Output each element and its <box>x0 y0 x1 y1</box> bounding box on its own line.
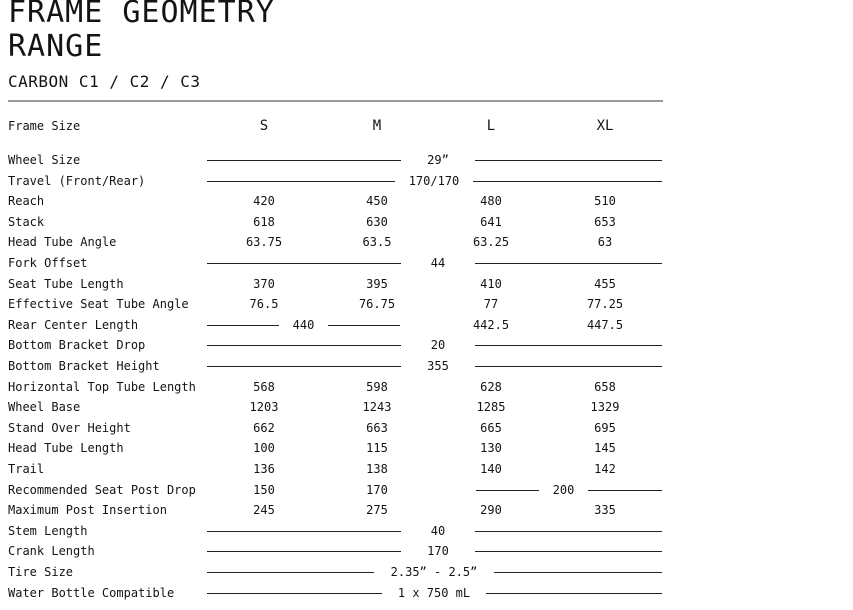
bottom-bracket-height-label: Bottom Bracket Height <box>8 359 160 373</box>
stack-s-value: 618 <box>253 214 275 229</box>
horizontal-top-tube-length-row <box>0 377 853 397</box>
crank-length-all-sizes-span <box>207 541 662 561</box>
horizontal-top-tube-length-xl-value: 658 <box>594 379 616 394</box>
bottom-bracket-height-all-sizes-line-left <box>207 366 401 367</box>
water-bottle-compatible-all-sizes-line-left <box>207 593 382 594</box>
effective-seat-tube-angle-xl-value: 77.25 <box>586 297 624 312</box>
stack-row <box>0 212 853 232</box>
effective-seat-tube-angle-l-value: 77 <box>483 297 499 312</box>
effective-seat-tube-angle-m-value: 76.75 <box>358 297 396 312</box>
page-title-line-2: RANGE <box>8 29 104 64</box>
size-m-header: M <box>372 118 382 134</box>
rear-center-length-label: Rear Center Length <box>8 317 139 332</box>
stem-length-all-sizes-line-left <box>207 531 401 532</box>
water-bottle-compatible-all-sizes-span <box>207 583 662 603</box>
water-bottle-compatible-all-sizes-value: 1 x 750 mL <box>382 583 486 603</box>
rear-center-length-l-value: 442.5 <box>472 317 510 332</box>
fork-offset-all-sizes-line-left <box>207 263 401 264</box>
reach-l-value: 480 <box>480 194 502 209</box>
fork-offset-row <box>0 253 853 273</box>
trail-xl-value: 142 <box>594 462 616 476</box>
maximum-post-insertion-m-value: 275 <box>366 503 388 518</box>
stand-over-height-m-value: 663 <box>366 420 388 435</box>
size-l-header: L <box>486 118 496 134</box>
stem-length-all-sizes-line-right <box>475 531 662 532</box>
wheel-base-label: Wheel Base <box>8 400 81 415</box>
fork-offset-label: Fork Offset <box>8 256 88 270</box>
stand-over-height-label: Stand Over Height <box>8 420 131 435</box>
rear-center-length-s-m-span <box>207 315 400 335</box>
crank-length-all-sizes-line-right <box>475 551 662 552</box>
wheel-size-all-sizes-line-right <box>475 160 662 161</box>
stack-xl-value: 653 <box>594 214 616 229</box>
rear-center-length-s-m-value: 440 <box>279 315 328 335</box>
wheel-base-row <box>0 397 853 417</box>
wheel-base-m-value: 1243 <box>362 400 392 415</box>
bottom-bracket-drop-all-sizes-value: 20 <box>401 335 475 355</box>
wheel-base-xl-value: 1329 <box>590 400 620 415</box>
head-tube-angle-label: Head Tube Angle <box>8 235 117 250</box>
trail-m-value: 138 <box>366 462 388 476</box>
stand-over-height-row <box>0 418 853 438</box>
head-tube-angle-s-value: 63.75 <box>245 235 283 250</box>
stem-length-label: Stem Length <box>8 523 88 538</box>
stack-label: Stack <box>8 214 45 229</box>
stand-over-height-l-value: 665 <box>480 420 502 435</box>
rear-center-length-s-m-line-right <box>328 325 400 326</box>
head-tube-angle-row <box>0 232 853 252</box>
effective-seat-tube-angle-label: Effective Seat Tube Angle <box>8 297 189 312</box>
reach-xl-value: 510 <box>594 194 616 209</box>
recommended-seat-post-drop-l-xl-line-right <box>588 490 662 491</box>
tire-size-row <box>0 562 853 582</box>
stack-l-value: 641 <box>480 214 502 229</box>
travel-front-rear-all-sizes-line-right <box>473 181 662 182</box>
crank-length-label: Crank Length <box>8 544 95 559</box>
horizontal-top-tube-length-label: Horizontal Top Tube Length <box>8 379 196 394</box>
bottom-bracket-drop-all-sizes-span <box>207 335 662 355</box>
water-bottle-compatible-label: Water Bottle Compatible <box>8 585 175 600</box>
head-tube-length-label: Head Tube Length <box>8 441 124 456</box>
recommended-seat-post-drop-l-xl-value: 200 <box>539 480 588 500</box>
tire-size-all-sizes-span <box>207 562 662 582</box>
wheel-base-l-value: 1285 <box>476 400 506 415</box>
stem-length-all-sizes-span <box>207 521 662 541</box>
rear-center-length-s-m-line-left <box>207 325 279 326</box>
wheel-size-all-sizes-span <box>207 150 662 170</box>
seat-tube-length-row <box>0 274 853 294</box>
seat-tube-length-s-value: 370 <box>253 276 275 291</box>
reach-m-value: 450 <box>366 194 388 209</box>
head-tube-length-row <box>0 438 853 458</box>
maximum-post-insertion-row <box>0 500 853 520</box>
travel-front-rear-all-sizes-line-left <box>207 181 395 182</box>
fork-offset-all-sizes-line-right <box>475 263 662 264</box>
crank-length-row <box>0 541 853 561</box>
size-s-header: S <box>259 118 269 134</box>
head-tube-angle-l-value: 63.25 <box>472 235 510 250</box>
rear-center-length-xl-value: 447.5 <box>586 317 624 332</box>
seat-tube-length-l-value: 410 <box>480 276 502 291</box>
travel-front-rear-all-sizes-span <box>207 171 662 191</box>
reach-row <box>0 191 853 211</box>
travel-front-rear-label: Travel (Front/Rear) <box>8 173 146 188</box>
maximum-post-insertion-s-value: 245 <box>253 503 275 518</box>
seat-tube-length-m-value: 395 <box>366 276 388 291</box>
trail-label: Trail <box>8 462 45 476</box>
rear-center-length-row <box>0 315 853 335</box>
bottom-bracket-height-all-sizes-span <box>207 356 662 376</box>
bottom-bracket-drop-label: Bottom Bracket Drop <box>8 338 146 353</box>
wheel-size-row <box>0 150 853 170</box>
trail-l-value: 140 <box>480 462 502 476</box>
bottom-bracket-height-all-sizes-line-right <box>475 366 662 367</box>
crank-length-all-sizes-value: 170 <box>401 541 475 561</box>
tire-size-all-sizes-line-right <box>494 572 662 573</box>
bottom-bracket-height-all-sizes-value: 355 <box>401 356 475 376</box>
travel-front-rear-row <box>0 171 853 191</box>
seat-tube-length-label: Seat Tube Length <box>8 276 124 291</box>
trail-row <box>0 459 853 479</box>
maximum-post-insertion-xl-value: 335 <box>594 503 616 518</box>
head-tube-length-s-value: 100 <box>253 441 275 456</box>
frame-material-subtitle: CARBON C1 / C2 / C3 <box>8 72 201 91</box>
tire-size-all-sizes-line-left <box>207 572 374 573</box>
stem-length-row <box>0 521 853 541</box>
fork-offset-all-sizes-span <box>207 253 662 273</box>
stand-over-height-s-value: 662 <box>253 420 275 435</box>
stand-over-height-xl-value: 695 <box>594 420 616 435</box>
recommended-seat-post-drop-label: Recommended Seat Post Drop <box>8 482 196 497</box>
maximum-post-insertion-label: Maximum Post Insertion <box>8 503 167 518</box>
wheel-size-label: Wheel Size <box>8 153 81 167</box>
head-tube-length-xl-value: 145 <box>594 441 616 456</box>
fork-offset-all-sizes-value: 44 <box>401 253 475 273</box>
frame-size-header-row <box>0 116 853 136</box>
bottom-bracket-drop-all-sizes-line-right <box>475 345 662 346</box>
horizontal-top-tube-length-m-value: 598 <box>366 379 388 394</box>
crank-length-all-sizes-line-left <box>207 551 401 552</box>
effective-seat-tube-angle-row <box>0 294 853 314</box>
wheel-base-s-value: 1203 <box>249 400 279 415</box>
recommended-seat-post-drop-l-xl-span <box>476 480 662 500</box>
tire-size-label: Tire Size <box>8 565 74 579</box>
reach-label: Reach <box>8 194 45 209</box>
tire-size-all-sizes-value: 2.35” - 2.5” <box>374 562 495 582</box>
wheel-size-all-sizes-line-left <box>207 160 401 161</box>
recommended-seat-post-drop-row <box>0 480 853 500</box>
recommended-seat-post-drop-l-xl-line-left <box>476 490 539 491</box>
recommended-seat-post-drop-s-value: 150 <box>253 482 275 497</box>
head-tube-angle-xl-value: 63 <box>597 235 613 250</box>
recommended-seat-post-drop-m-value: 170 <box>366 482 388 497</box>
frame-size-label: Frame Size <box>8 119 81 133</box>
reach-s-value: 420 <box>253 194 275 209</box>
stack-m-value: 630 <box>366 214 388 229</box>
effective-seat-tube-angle-s-value: 76.5 <box>249 297 279 312</box>
horizontal-top-tube-length-s-value: 568 <box>253 379 275 394</box>
bottom-bracket-drop-all-sizes-line-left <box>207 345 401 346</box>
head-tube-angle-m-value: 63.5 <box>362 235 392 250</box>
trail-s-value: 136 <box>253 462 275 476</box>
bottom-bracket-height-row <box>0 356 853 376</box>
size-xl-header: XL <box>596 118 614 134</box>
seat-tube-length-xl-value: 455 <box>594 276 616 291</box>
head-tube-length-l-value: 130 <box>480 441 502 456</box>
head-tube-length-m-value: 115 <box>366 441 388 456</box>
wheel-size-all-sizes-value: 29” <box>401 150 475 170</box>
water-bottle-compatible-row <box>0 583 853 603</box>
stem-length-all-sizes-value: 40 <box>401 521 475 541</box>
water-bottle-compatible-all-sizes-line-right <box>486 593 662 594</box>
bottom-bracket-drop-row <box>0 335 853 355</box>
maximum-post-insertion-l-value: 290 <box>480 503 502 518</box>
page-title-line-1: FRAME GEOMETRY <box>8 0 275 30</box>
travel-front-rear-all-sizes-value: 170/170 <box>395 171 474 191</box>
horizontal-top-tube-length-l-value: 628 <box>480 379 502 394</box>
